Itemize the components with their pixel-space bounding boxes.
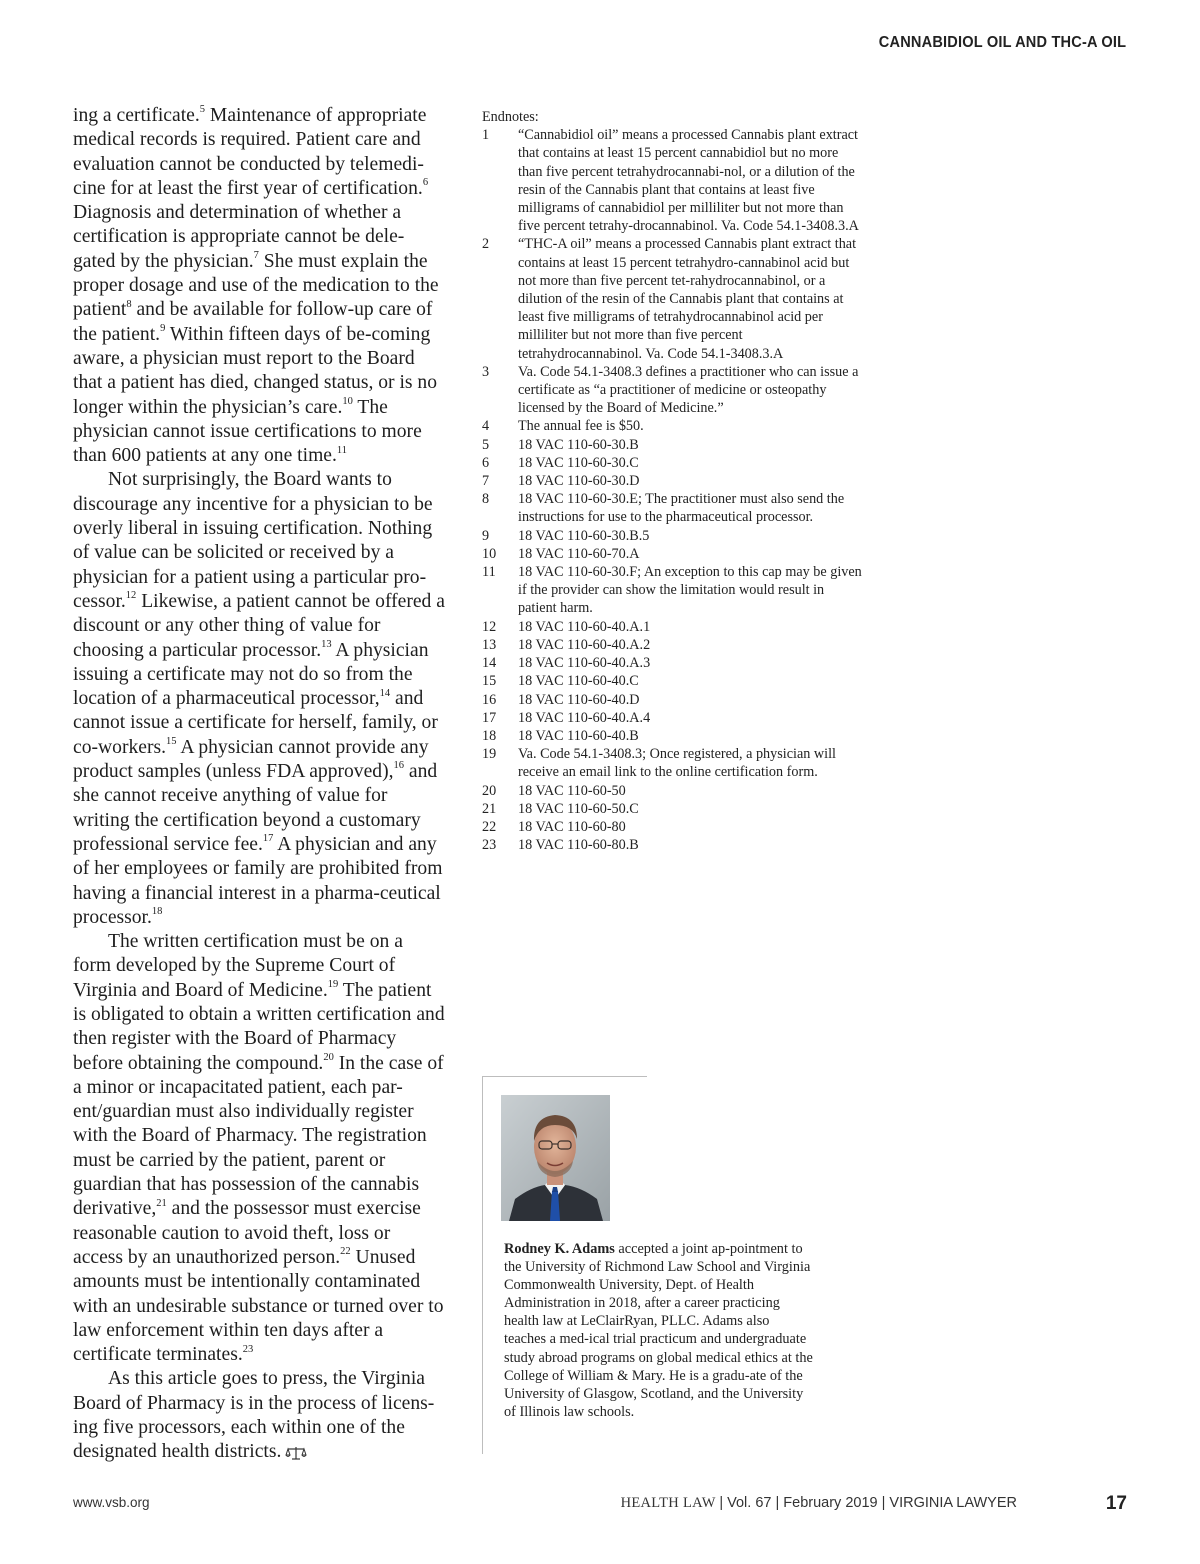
body-paragraph: [73, 930, 445, 1367]
footnote-ref[interactable]: 10: [342, 396, 353, 408]
body-text: A physician issuing a certificate may not do so from the location of a pharmaceutical processor,: [73, 639, 429, 710]
page-number: 17: [1105, 1493, 1127, 1514]
footnote-ref[interactable]: 19: [327, 979, 339, 991]
endnote-item: [482, 800, 862, 818]
endnote-item: [482, 727, 862, 745]
body-text: and the possessor must exercise reasonable caution to avoid theft, loss or access by an unauthorized person.: [73, 1198, 421, 1268]
footnote-ref[interactable]: 16: [393, 760, 405, 772]
footnote-ref[interactable]: 13: [321, 639, 332, 650]
endnote-text: 18 VAC 110-60-30.F; An exception to this cap may be given if the provider can show the limitation would result in patient harm.: [518, 564, 862, 617]
body-paragraph: [73, 468, 445, 930]
footnote-ref[interactable]: 5: [199, 104, 205, 116]
endnote-item: [482, 782, 862, 800]
endnote-number: 17: [482, 709, 497, 726]
footnote-ref[interactable]: 15: [166, 736, 177, 748]
endnote-text: 18 VAC 110-60-40.A.4: [518, 709, 651, 726]
endnote-item: [482, 454, 862, 472]
endnote-item: [482, 490, 862, 526]
body-text: Within fifteen days of be-coming aware, a physician must report to the Board that a patient has died, changed status, or is no longer within the physician’s care.: [73, 323, 438, 418]
endnote-text: 18 VAC 110-60-80.B: [518, 837, 639, 854]
endnote-text: 18 VAC 110-60-40.A.1: [518, 618, 651, 635]
endnotes-heading: Endnotes:: [482, 109, 539, 125]
body-text: In the case of a minor or incapacitated patient, each par-ent/guardian must also individually register with the Board of Pharmacy. The registration must be carried by the patient, parent or guardian that has possession of the cannabis derivative,: [73, 1052, 444, 1220]
author-portrait-illustration: [501, 1095, 610, 1221]
endnote-item: [482, 654, 862, 672]
endnote-text: 18 VAC 110-60-30.D: [518, 473, 640, 490]
endnote-text: 18 VAC 110-60-30.E; The practitioner must also send the instructions for use to the pharmaceutical processor.: [518, 491, 845, 526]
footnote-ref[interactable]: 14: [379, 687, 391, 699]
endnote-list: [482, 126, 862, 854]
body-text: The physician cannot issue certifications to more than 600 patients at any one time.: [73, 396, 422, 467]
footnote-ref[interactable]: 11: [336, 444, 348, 456]
endnote-number: 19: [482, 746, 497, 763]
endnote-text: Va. Code 54.1-3408.3; Once registered, a physician will receive an email link to the online certification form.: [518, 746, 836, 781]
endnote-item: [482, 545, 862, 563]
body-text: A physician cannot provide any product samples (unless FDA approved),: [73, 736, 429, 783]
endnote-text: 18 VAC 110-60-40.C: [518, 673, 639, 690]
endnote-number: 18: [482, 727, 497, 744]
body-text: She must explain the proper dosage and use of the medication to the patient: [73, 250, 439, 321]
body-paragraph: [73, 104, 445, 468]
endnote-text: 18 VAC 110-60-30.C: [518, 454, 639, 471]
endnote-item: [482, 472, 862, 490]
endnote-item: [482, 436, 862, 454]
endnote-text: 18 VAC 110-60-30.B.5: [518, 527, 650, 544]
footnote-ref[interactable]: 7: [253, 250, 259, 262]
endnote-text: 18 VAC 110-60-40.D: [518, 691, 640, 708]
endnote-number: 21: [482, 800, 497, 817]
endnote-number: 9: [482, 527, 490, 544]
footnote-ref[interactable]: 21: [156, 1197, 167, 1209]
endnote-item: [482, 235, 862, 362]
author-bio: [504, 1240, 814, 1421]
endnote-number: 4: [482, 418, 490, 435]
author-name: Rodney K. Adams: [504, 1241, 615, 1257]
footnote-ref[interactable]: 9: [160, 323, 166, 335]
footnote-ref[interactable]: 8: [126, 298, 132, 310]
body-text: Likewise, a patient cannot be offered a discount or any other thing of value for choosing a particular processor.: [73, 590, 445, 661]
endnote-number: 3: [482, 363, 490, 380]
body-text: ing a certificate.: [73, 105, 200, 126]
endnote-text: 18 VAC 110-60-40.B: [518, 727, 639, 744]
footer-url: www.vsb.org: [73, 1495, 150, 1510]
endnote-number: 2: [482, 236, 490, 253]
endnote-item: [482, 836, 862, 854]
endnote-text: 18 VAC 110-60-50: [518, 782, 626, 799]
endnote-number: 1: [482, 127, 490, 144]
endnote-number: 7: [482, 473, 490, 490]
endnote-number: 23: [482, 837, 497, 854]
body-text: The written certification must be on a form developed by the Supreme Court of Virginia and Board of Medicine.: [73, 931, 403, 1001]
running-header: CANNABIDIOL OIL AND THC-A OIL: [878, 34, 1126, 51]
endnote-number: 6: [482, 454, 490, 471]
footer-issue: | Vol. 67 | February 2019 | VIRGINIA LAWYER: [719, 1495, 1017, 1511]
endnote-text: 18 VAC 110-60-40.A.3: [518, 655, 651, 672]
footer-magazine-info: [621, 1495, 1017, 1512]
body-text: The patient is obligated to obtain a written certification and then register with the Board of Pharmacy before obtaining the compound.: [73, 979, 445, 1074]
body-text: As this article goes to press, the Virginia Board of Pharmacy is in the process of licens-ing five processors, each within one of the designated health districts.: [73, 1368, 435, 1463]
body-text: and cannot issue a certificate for herself, family, or co-workers.: [73, 688, 438, 758]
endnote-text: “THC-A oil” means a processed Cannabis plant extract that contains at least 15 percent tetrahydro-cannabinol acid but not more than five percent tet-rahydrocannabinol, or a dilution of the resin of the Cannabis plant that contains at least five milligrams of tetrahydrocannabinol acid per milliliter but not more than five percent tetrahydrocannabinol. Va. Code 54.1-3408.3.A: [518, 236, 857, 362]
endnote-text: 18 VAC 110-60-50.C: [518, 800, 639, 817]
endnote-item: [482, 363, 862, 418]
endnote-number: 20: [482, 782, 497, 799]
endnote-item: [482, 672, 862, 690]
endnote-number: 22: [482, 818, 497, 835]
body-text: and be available for follow-up care of the patient.: [73, 299, 433, 345]
endnote-item: [482, 618, 862, 636]
footnote-ref[interactable]: 12: [125, 590, 137, 602]
footnote-ref[interactable]: 20: [323, 1052, 334, 1064]
endnote-number: 10: [482, 545, 497, 562]
endnote-number: 16: [482, 691, 497, 708]
body-text: Maintenance of appropriate medical records is required. Patient care and evaluation cannot be conducted by telemedi-cine for at least the first year of certification.: [73, 105, 427, 199]
bio-divider-horizontal: [482, 1076, 647, 1077]
body-text: A physician and any of her employees or family are prohibited from having a financial interest in a pharma-ceutical processor.: [73, 833, 443, 928]
footnote-ref[interactable]: 22: [340, 1246, 351, 1258]
endnotes: [482, 108, 862, 854]
footnote-ref[interactable]: 23: [242, 1343, 254, 1355]
body-text: Unused amounts must be intentionally contaminated with an undesirable substance or turned over to law enforcement within ten days after a certificate terminates.: [73, 1246, 444, 1366]
scales-icon: [285, 1445, 307, 1461]
endnote-text: 18 VAC 110-60-30.B: [518, 436, 639, 453]
body-paragraph: [73, 1367, 445, 1464]
endnote-number: 14: [482, 655, 497, 672]
endnote-text: 18 VAC 110-60-40.A.2: [518, 636, 651, 653]
endnote-text: The annual fee is $50.: [518, 418, 644, 435]
footnote-ref[interactable]: 18: [151, 906, 163, 918]
endnote-item: [482, 636, 862, 654]
endnote-item: [482, 745, 862, 781]
bio-divider-vertical: [482, 1076, 483, 1454]
endnote-text: 18 VAC 110-60-70.A: [518, 545, 640, 562]
endnote-text: 18 VAC 110-60-80: [518, 818, 626, 835]
body-text: and she cannot receive anything of value for writing the certification beyond a customary professional service fee.: [73, 761, 438, 855]
article-body: [73, 104, 445, 1465]
endnote-number: 5: [482, 436, 490, 453]
footnote-ref[interactable]: 6: [422, 177, 429, 189]
endnote-item: [482, 563, 862, 618]
endnote-number: 11: [482, 564, 496, 581]
endnote-number: 8: [482, 491, 490, 508]
author-bio-text: accepted a joint ap-pointment to the University of Richmond Law School and Virginia Commonwealth University, Dept. of Health Administration in 2018, after a career practicing health law at LeClairRyan, PLLC. Adams also teaches a med-ical trial practicum and undergraduate study abroad programs on global medical ethics at the College of William & Mary. He is a gradu-ate of the University of Glasgow, Scotland, and the University of Illinois law schools.: [504, 1241, 813, 1420]
author-photo: [501, 1095, 610, 1221]
footer-section: HEALTH LAW: [620, 1495, 716, 1511]
endnote-text: Va. Code 54.1-3408.3 defines a practitioner who can issue a certificate as “a practitioner of medicine or osteopathy licensed by the Board of Medicine.”: [518, 363, 859, 417]
endnote-number: 13: [482, 636, 497, 653]
body-text: Diagnosis and determination of whether a certification is appropriate cannot be dele-gated by the physician.: [73, 202, 405, 272]
endnote-item: [482, 691, 862, 709]
endnote-item: [482, 709, 862, 727]
endnote-number: 12: [482, 618, 497, 635]
endnote-item: [482, 417, 862, 435]
endnote-item: [482, 527, 862, 545]
endnote-number: 15: [482, 673, 497, 690]
endnote-item: [482, 126, 862, 235]
body-text: Not surprisingly, the Board wants to discourage any incentive for a physician to be overly liberal in issuing certification. Nothing of value can be solicited or received by a physician for a patient using a particular pro-cessor.: [73, 469, 433, 612]
endnote-item: [482, 818, 862, 836]
endnote-text: “Cannabidiol oil” means a processed Cannabis plant extract that contains at least 15 percent cannabidiol but no more than five percent tetrahydrocannabi-nol, or a dilution of the resin of the Cannabis plant that contains at least five milligrams of cannabidiol per milliliter but not more than five percent tetrahy-drocannabinol. Va. Code 54.1-3408.3.A: [518, 127, 859, 235]
footnote-ref[interactable]: 17: [262, 833, 274, 845]
